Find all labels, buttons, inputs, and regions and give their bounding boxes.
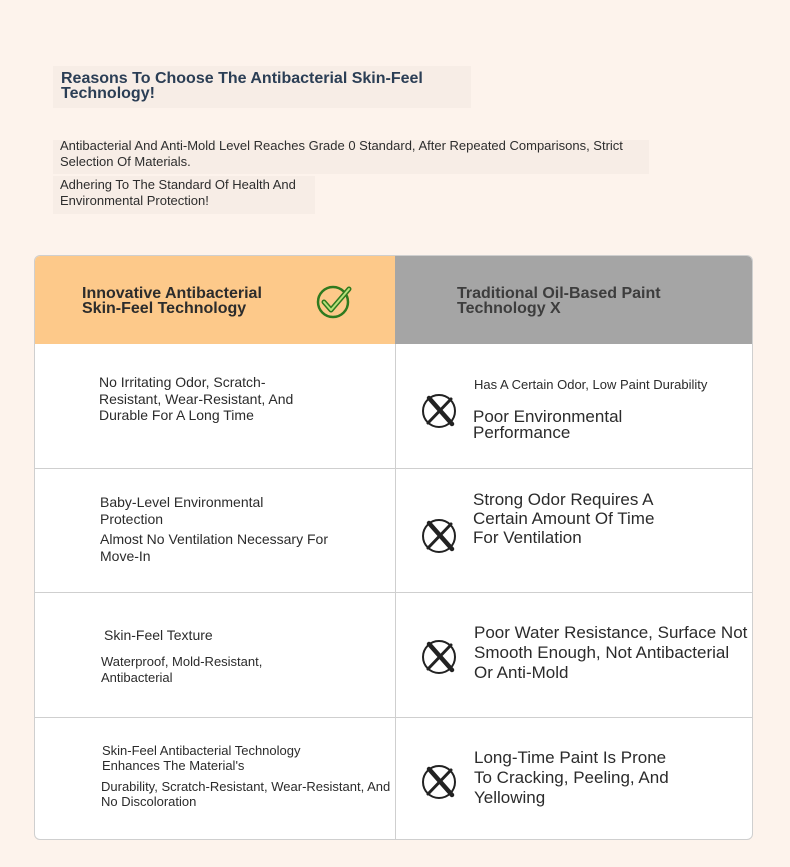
advantage-text: Almost No Ventilation Necessary For Move-In [100,531,328,564]
drawback-text: Poor Water Resistance, Surface Not Smooth Enough, Not Antibacterial Or Anti-Mold [474,623,748,682]
advantage-text: Baby-Level Environmental Protection [100,494,264,527]
row-divider [35,592,753,593]
cross-icon [421,517,459,555]
intro-text: Adhering To The Standard Of Health And Environmental Protection! [60,177,296,208]
cross-icon [421,763,459,801]
column-header-traditional [395,256,753,344]
intro-text: Antibacterial And Anti-Mold Level Reaches Grade 0 Standard, After Repeated Comparisons, Strict Selection Of Materials. [60,138,623,169]
column-header-label: Traditional Oil-Based Paint Technology X [457,285,661,317]
cross-icon [421,638,459,676]
cross-icon [421,392,459,430]
column-header-innovative [35,256,395,344]
drawback-text: Strong Odor Requires A Certain Amount Of Time For Ventilation [473,490,655,547]
check-icon [315,283,353,321]
advantage-text: Durability, Scratch-Resistant, Wear-Resistant, And No Discoloration [101,779,391,809]
advantage-text: Skin-Feel Antibacterial Technology Enhances The Material's [102,743,301,773]
drawback-text: Has A Certain Odor, Low Paint Durability [474,377,708,392]
drawback-text: Long-Time Paint Is Prone To Cracking, Peeling, And Yellowing [474,748,669,807]
row-divider [35,468,753,469]
column-header-label: Innovative Antibacterial Skin-Feel Technology [82,285,262,317]
advantage-text: No Irritating Odor, Scratch-Resistant, Wear-Resistant, And Durable For A Long Time [99,374,294,423]
drawback-text: Poor Environmental Performance [473,407,623,442]
comparison-table [34,255,753,840]
advantage-text: Waterproof, Mold-Resistant, Antibacterial [101,654,263,685]
row-divider [35,717,753,718]
advantage-text: Skin-Feel Texture [104,627,213,643]
page-title: Reasons To Choose The Antibacterial Skin-Feel Technology! [61,70,423,102]
